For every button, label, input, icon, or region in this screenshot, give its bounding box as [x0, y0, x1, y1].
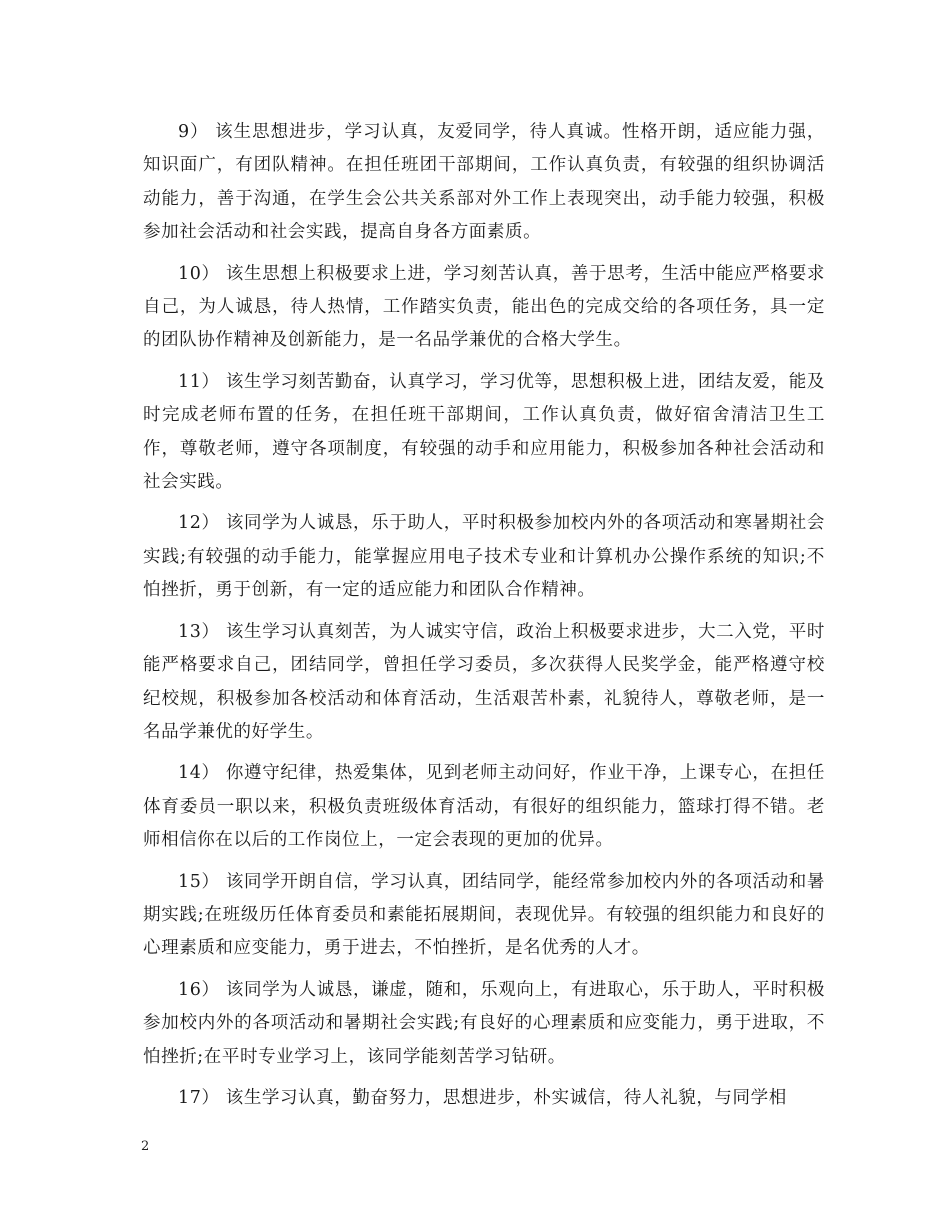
comment-paragraph-9: 9） 该生思想进步，学习认真，友爱同学，待人真诚。性格开朗，适应能力强，知识面广，有团队精神。在担任班团干部期间，工作认真负责，有较强的组织协调活动能力，善于沟通，在学生会公共关系部对外工作上表现突出，动手能力较强，积极参加社会活动和社会实践，提高自身各方面素质。 — [143, 122, 825, 243]
comment-paragraph-11: 11） 该生学习刻苦勤奋，认真学习，学习优等，思想积极上进，团结友爱，能及时完成老师布置的任务，在担任班干部期间，工作认真负责，做好宿舍清洁卫生工作，尊敬老师，遵守各项制度，有较强的动手和应用能力，积极参加各种社会活动和社会实践。 — [143, 371, 825, 493]
comment-paragraph-15: 15） 该同学开朗自信，学习认真，团结同学，能经常参加校内外的各项活动和暑期实践;在班级历任体育委员和素能拓展期间，表现优异。有较强的组织能力和良好的心理素质和应变能力，勇于进去，不怕挫折，是名优秀的人才。 — [143, 871, 825, 959]
comment-paragraph-12: 12） 该同学为人诚恳，乐于助人，平时积极参加校内外的各项活动和寒暑期社会实践;有较强的动手能力，能掌握应用电子技术专业和计算机办公操作系统的知识;不怕挫折，勇于创新，有一定的适应能力和团队合作精神。 — [143, 513, 825, 601]
comment-paragraph-13: 13） 该生学习认真刻苦，为人诚实守信，政治上积极要求进步，大二入党，平时能严格要求自己，团结同学，曾担任学习委员，多次获得人民奖学金，能严格遵守校纪校规，积极参加各校活动和体育活动，生活艰苦朴素，礼貌待人，尊敬老师，是一名品学兼优的好学生。 — [143, 621, 825, 742]
document-body — [143, 116, 825, 1123]
comment-paragraph-10: 10） 该生思想上积极要求上进，学习刻苦认真，善于思考，生活中能应严格要求自己，为人诚恳，待人热情，工作踏实负责，能出色的完成交给的各项任务，具一定的团队协作精神及创新能力，是一名品学兼优的合格大学生。 — [143, 263, 825, 351]
page-number: 2 — [141, 1139, 150, 1154]
comment-paragraph-17: 17） 该生学习认真，勤奋努力，思想进步，朴实诚信，待人礼貌，与同学相 — [178, 1087, 787, 1108]
comment-paragraph-14: 14） 你遵守纪律，热爱集体，见到老师主动问好，作业干净，上课专心，在担任体育委员一职以来，积极负责班级体育活动，有很好的组织能力，篮球打得不错。老师相信你在以后的工作岗位上，一定会表现的更加的优异。 — [143, 763, 825, 851]
comment-paragraph-16: 16） 该同学为人诚恳，谦虚，随和，乐观向上，有进取心，乐于助人，平时积极参加校内外的各项活动和暑期社会实践;有良好的心理素质和应变能力，勇于进取，不怕挫折;在平时专业学习上，该同学能刻苦学习钻研。 — [143, 979, 825, 1067]
